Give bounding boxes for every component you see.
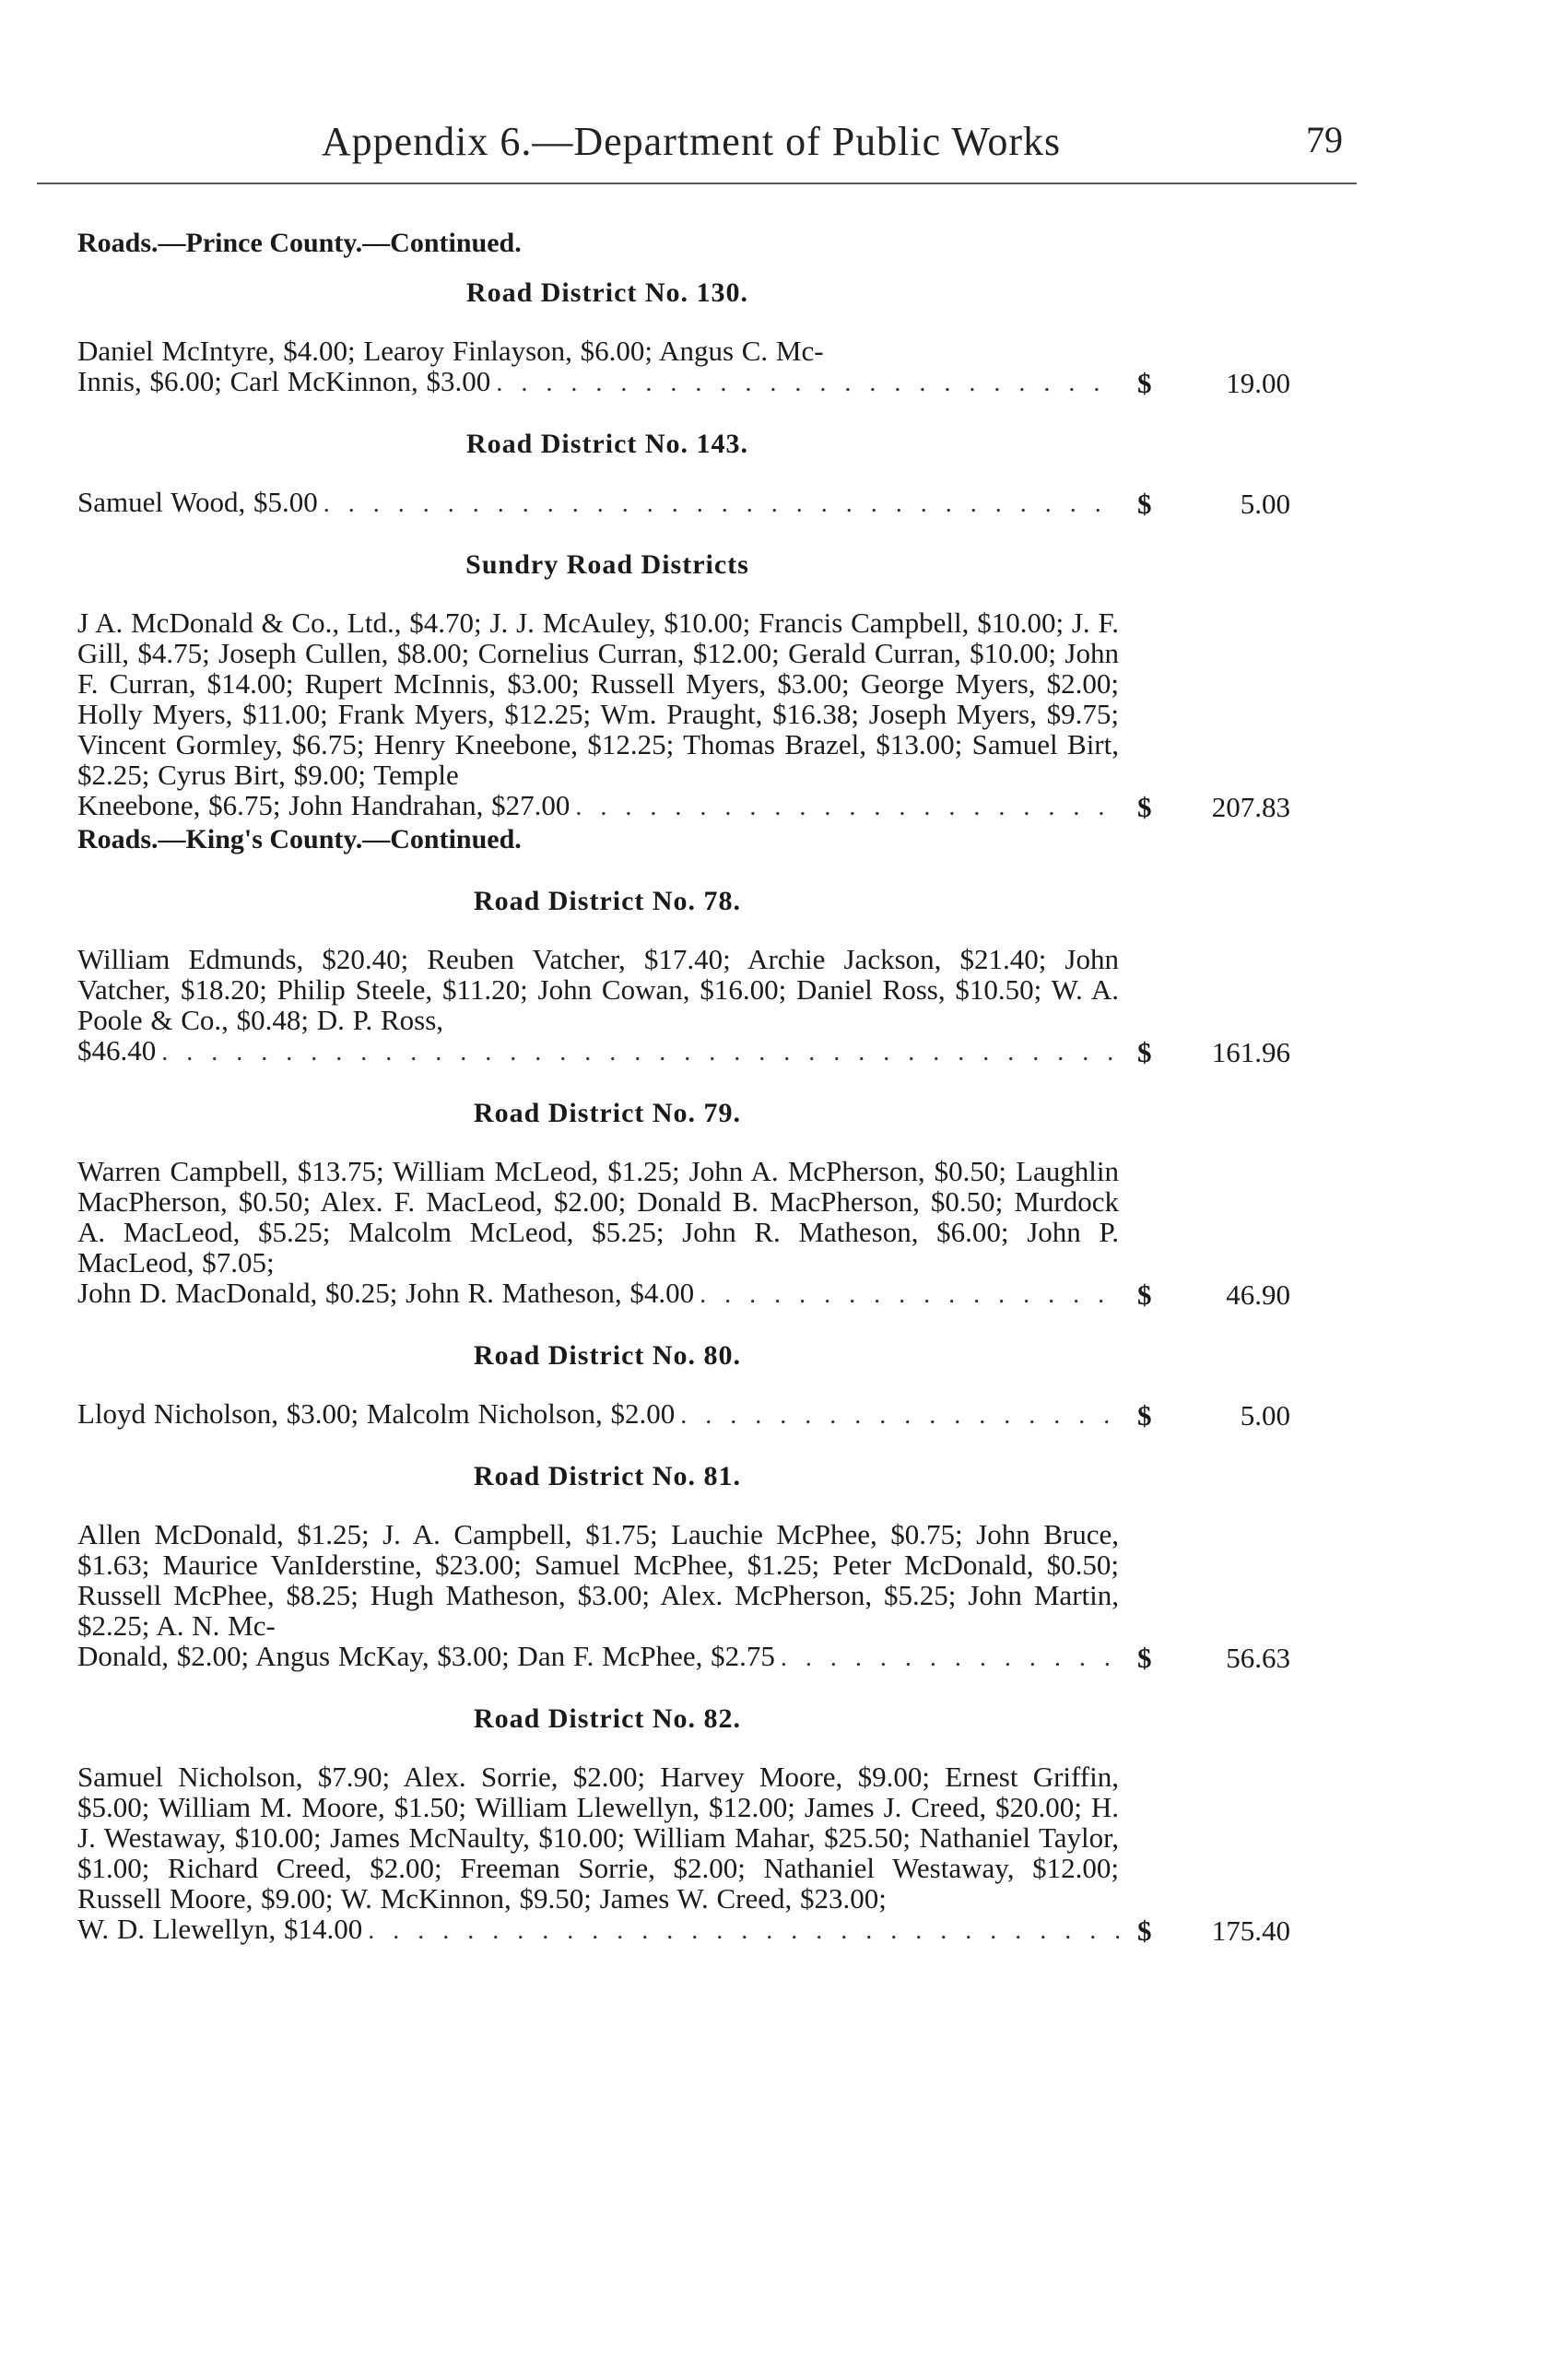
section-heading-prince: Roads.—Prince County.—Continued. xyxy=(77,228,522,258)
entry-last-line xyxy=(77,1278,1119,1310)
page-content xyxy=(77,225,1290,1946)
entry-tail: John D. MacDonald, $0.25; John R. Matheson, $4.00 xyxy=(77,1277,695,1309)
dollar-sign: $ xyxy=(1137,1278,1152,1311)
entry-total: 46.90 xyxy=(1226,1278,1290,1311)
header-rule xyxy=(37,183,1357,184)
entry-total: 5.00 xyxy=(1240,1399,1290,1432)
entry-total: 207.83 xyxy=(1211,791,1290,823)
district-entry xyxy=(77,944,1290,1067)
district-heading: Road District No. 80. xyxy=(473,1340,742,1371)
district-heading: Sundry Road Districts xyxy=(465,549,749,580)
dollar-sign: $ xyxy=(1137,1915,1152,1947)
entry-total: 56.63 xyxy=(1226,1642,1290,1674)
district-entry xyxy=(77,487,1290,519)
entry-last-line xyxy=(77,1398,1119,1431)
dollar-sign: $ xyxy=(1137,791,1152,823)
dollar-sign: $ xyxy=(1137,1642,1152,1674)
entry-total: 161.96 xyxy=(1211,1036,1290,1068)
entry-last-line xyxy=(77,487,1119,519)
dot-leader xyxy=(781,1643,1119,1673)
dollar-sign: $ xyxy=(1137,488,1152,520)
entry-total: 19.00 xyxy=(1226,367,1290,399)
dollar-sign: $ xyxy=(1137,1036,1152,1068)
dot-leader xyxy=(323,489,1119,519)
entry-tail: Innis, $6.00; Carl McKinnon, $3.00 xyxy=(77,365,491,397)
page-title: Appendix 6.—Department of Public Works xyxy=(321,119,1062,164)
entry-total: 5.00 xyxy=(1240,488,1290,520)
entry-body: Samuel Nicholson, $7.90; Alex. Sorrie, $2.00; Harvey Moore, $9.00; Ernest Griffin, $5.00; William M. Moore, $1.50; William Llewellyn, $12.00; James J. Creed, $20.00; H. J. Westaway, $10.00; James McNaulty, $10.00; William Mahar, $25.50; Nathaniel Taylor, $1.00; Richard Creed, $2.00; Freeman Sorrie, $2.00; Nathaniel Westaway, $12.00; Russell Moore, $9.00; W. McKinnon, $9.50; James W. Creed, $23.00; xyxy=(77,1761,1119,1915)
entry-tail: Lloyd Nicholson, $3.00; Malcolm Nicholson, $2.00 xyxy=(77,1397,676,1430)
district-entry xyxy=(77,1398,1290,1431)
entry-last-line xyxy=(77,1035,1119,1067)
district-entry xyxy=(77,336,1290,398)
entry-tail: Donald, $2.00; Angus McKay, $3.00; Dan F. McPhee, $2.75 xyxy=(77,1640,775,1672)
district-heading: Road District No. 130. xyxy=(465,277,749,308)
dot-leader xyxy=(680,1400,1119,1431)
dot-leader xyxy=(368,1915,1119,1946)
district-heading: Road District No. 81. xyxy=(473,1461,742,1491)
entry-body: Warren Campbell, $13.75; William McLeod, $1.25; John A. McPherson, $0.50; Laughlin MacPherson, $0.50; Alex. F. MacLeod, $2.00; Donald B. MacPherson, $0.50; Murdock A. MacLeod, $5.25; Malcolm McLeod, $5.25; John R. Matheson, $6.00; John P. MacLeod, $7.05; xyxy=(77,1155,1119,1278)
entry-last-line xyxy=(77,790,1119,822)
entry-last-line xyxy=(77,1641,1119,1673)
dot-leader xyxy=(700,1279,1119,1310)
entry-tail: W. D. Llewellyn, $14.00 xyxy=(77,1913,363,1945)
dot-leader xyxy=(496,368,1119,398)
entry-last-line xyxy=(77,1914,1119,1946)
dollar-sign: $ xyxy=(1137,1399,1152,1432)
page-number: 79 xyxy=(1306,119,1343,160)
district-entry xyxy=(77,607,1290,822)
entry-body: William Edmunds, $20.40; Reuben Vatcher, $17.40; Archie Jackson, $21.40; John Vatcher, $18.20; Philip Steele, $11.20; John Cowan, $16.00; Daniel Ross, $10.50; W. A. Poole & Co., $0.48; D. P. Ross, xyxy=(77,943,1119,1036)
entry-total: 175.40 xyxy=(1211,1915,1290,1947)
entry-tail: $46.40 xyxy=(77,1034,157,1066)
entry-tail: Samuel Wood, $5.00 xyxy=(77,486,318,518)
dot-leader xyxy=(575,792,1119,822)
dot-leader xyxy=(161,1037,1119,1067)
district-entry xyxy=(77,1519,1290,1673)
entry-body: Daniel McIntyre, $4.00; Learoy Finlayson, $6.00; Angus C. Mc- xyxy=(77,335,824,367)
running-head xyxy=(0,118,1541,173)
district-heading: Road District No. 79. xyxy=(473,1098,742,1128)
entry-body: Allen McDonald, $1.25; J. A. Campbell, $1.75; Lauchie McPhee, $0.75; John Bruce, $1.63; Maurice VanIderstine, $23.00; Samuel McPhee, $1.25; Peter McDonald, $0.50; Russell McPhee, $8.25; Hugh Matheson, $3.00; Alex. McPherson, $5.25; John Martin, $2.25; A. N. Mc- xyxy=(77,1518,1119,1642)
district-heading: Road District No. 82. xyxy=(473,1703,742,1734)
district-heading: Road District No. 78. xyxy=(473,886,742,916)
entry-tail: Kneebone, $6.75; John Handrahan, $27.00 xyxy=(77,789,571,821)
section-heading-kings: Roads.—King's County.—Continued. xyxy=(77,824,522,854)
district-entry xyxy=(77,1156,1290,1310)
district-entry xyxy=(77,1761,1290,1946)
dollar-sign: $ xyxy=(1137,367,1152,399)
entry-body: J A. McDonald & Co., Ltd., $4.70; J. J. McAuley, $10.00; Francis Campbell, $10.00; J. F. Gill, $4.75; Joseph Cullen, $8.00; Cornelius Curran, $12.00; Gerald Curran, $10.00; John F. Curran, $14.00; Rupert McInnis, $3.00; Russell Myers, $3.00; George Myers, $2.00; Holly Myers, $11.00; Frank Myers, $12.25; Wm. Praught, $16.38; Joseph Myers, $9.75; Vincent Gormley, $6.75; Henry Kneebone, $12.25; Thomas Brazel, $13.00; Samuel Birt, $2.25; Cyrus Birt, $9.00; Temple xyxy=(77,607,1119,791)
entry-last-line xyxy=(77,366,1119,398)
district-heading: Road District No. 143. xyxy=(465,429,749,459)
